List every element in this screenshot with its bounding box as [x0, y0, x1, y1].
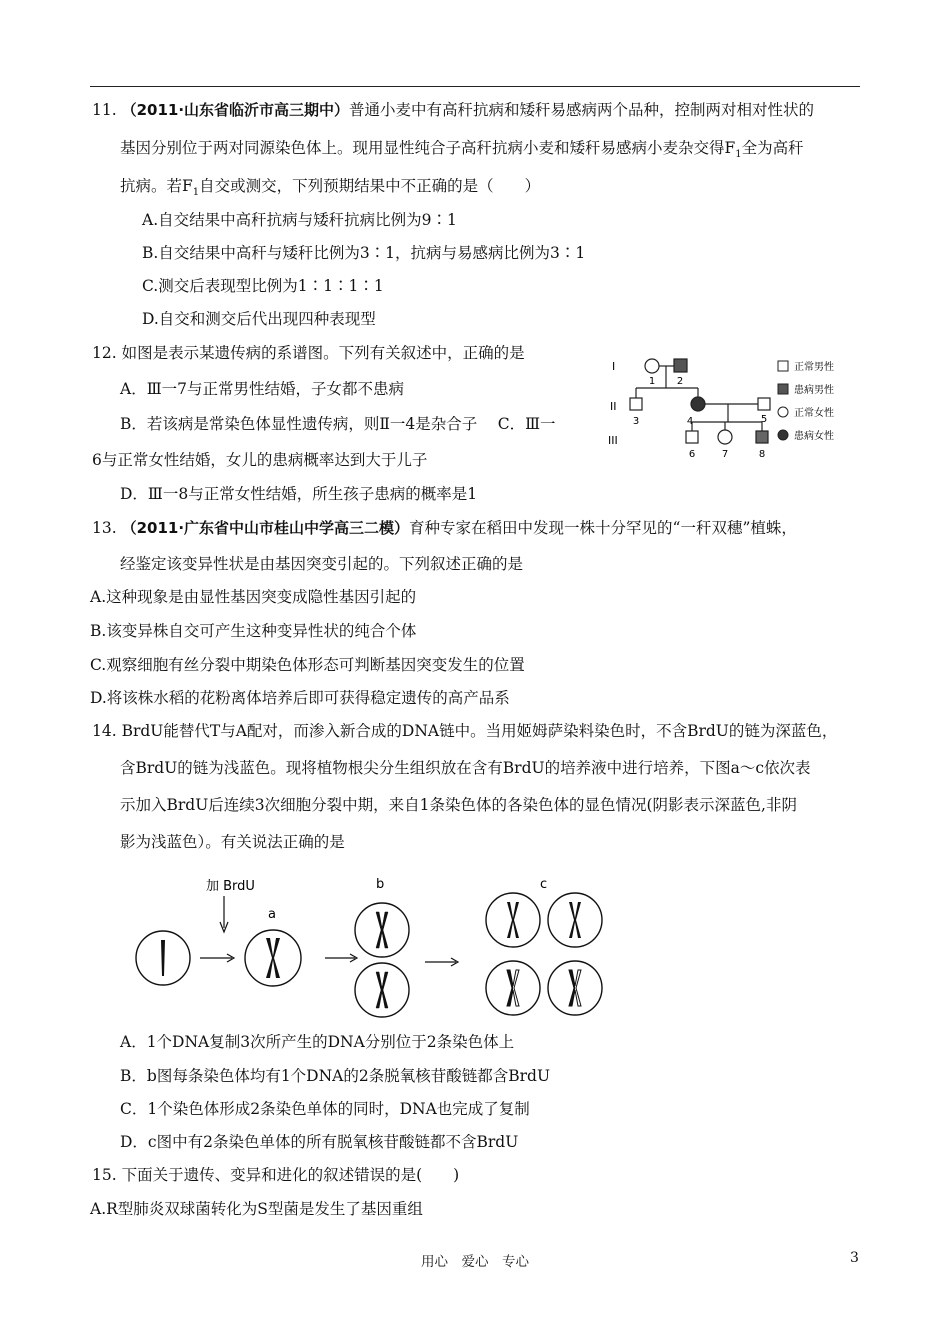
q11-text-3b: 自交或测交，下列预期结果中不正确的是（ ）: [199, 177, 541, 195]
q11-text-1: 普通小麦中有高秆抗病和矮秆易感病两个品种，控制两对相对性状的: [349, 101, 815, 119]
q11-sub-2: 1: [192, 187, 200, 199]
pedigree-chart: [600, 340, 860, 465]
add-brdu-label: 加 BrdU: [206, 879, 255, 894]
q12-stem: 12. 如图是表示某遗传病的系谱图。下列有关叙述中，正确的是: [92, 344, 525, 362]
q14-line2: 含BrdU的链为浅蓝色。现将植物根尖分生组织放在含有BrdU的培养液中进行培养，下图a～c依次表: [120, 759, 811, 777]
label-2: 2: [676, 376, 684, 387]
label-3: 3: [632, 416, 640, 427]
q13-number: 13.: [92, 519, 117, 537]
q11-text-2: 基因分别位于两对同源染色体上。现用显性纯合子高秆抗病小麦和矮秆易感病小麦杂交得F: [120, 139, 736, 157]
generation-iii-label: III: [608, 434, 618, 447]
q13-option-d: D.将该株水稻的花粉离体培养后即可获得稳定遗传的高产品系: [90, 689, 510, 707]
q14-option-b: B．b图每条染色体均有1个DNA的2条脱氧核苷酸链都含BrdU: [120, 1067, 551, 1085]
q15-option-a: A.R型肺炎双球菌转化为S型菌是发生了基因重组: [90, 1200, 423, 1218]
q11-number: 11.: [92, 101, 117, 119]
label-4: 4: [686, 416, 694, 427]
q12-option-a: A．Ⅲ一7与正常男性结婚，子女都不患病: [120, 380, 405, 398]
q11-text-3a: 抗病。若F: [120, 177, 193, 195]
label-c: c: [540, 877, 548, 892]
q11-option-d: D.自交和测交后代出现四种表现型: [142, 310, 376, 328]
brdu-division-figure: [120, 870, 620, 1030]
legend-normal-female-label: 正常女性: [794, 408, 834, 419]
label-6: 6: [688, 449, 696, 460]
q14-line3: 示加入BrdU后连续3次细胞分裂中期，来自1条染色体的各染色体的显色情况(阴影表示深蓝色,非阴: [120, 796, 797, 814]
q11-sub-1: 1: [735, 149, 742, 161]
legend-affected-male-symbol: [778, 384, 788, 394]
q12-option-b: B．若该病是常染色体显性遗传病，则Ⅱ一4是杂合子 C．Ⅲ一: [120, 415, 556, 433]
legend-normal-male-symbol: [778, 361, 788, 371]
legend-normal-female-symbol: [778, 407, 788, 417]
q14-option-d: D．c图中有2条染色单体的所有脱氧核苷酸链都不含BrdU: [120, 1133, 519, 1151]
individual-7-normal-female: [718, 430, 732, 444]
legend-affected-female-symbol: [778, 430, 788, 440]
q11-option-c: C.测交后表现型比例为1∶1∶1∶1: [142, 277, 384, 295]
q13-text-1: 育种专家在稻田中发现一株十分罕见的“一秆双穗”植蛛，: [409, 519, 797, 537]
label-7: 7: [721, 449, 729, 460]
q11-line1: [92, 100, 814, 120]
q12-option-c-cont: 6与正常女性结婚，女儿的患病概率达到大于儿子: [92, 451, 428, 469]
generation-i-label: I: [612, 360, 616, 373]
individual-1-normal-female: [645, 359, 659, 373]
q11-text-2-end: 全为高秆: [741, 139, 804, 157]
header-rule: [90, 86, 860, 87]
q11-source: （2011·山东省临沂市高三期中）: [121, 101, 350, 119]
q15-stem: 15. 下面关于遗传、变异和进化的叙述错误的是( ): [92, 1166, 460, 1184]
label-1: 1: [648, 376, 656, 387]
q13-line2: 经鉴定该变异性状是由基因突变引起的。下列叙述正确的是: [120, 555, 524, 573]
q11-option-b: B.自交结果中高秆与矮秆比例为3∶1，抗病与易感病比例为3∶1: [142, 244, 586, 262]
q13-option-a: A.这种现象是由显性基因突变成隐性基因引起的: [90, 588, 417, 606]
q13-option-b: B.该变异株自交可产生这种变异性状的纯合个体: [90, 622, 417, 640]
q11-line3: [120, 176, 540, 203]
footer-motto: 用心 爱心 专心: [421, 1254, 529, 1270]
label-8: 8: [758, 449, 766, 460]
legend-normal-male-label: 正常男性: [794, 362, 834, 373]
label-b: b: [376, 877, 385, 892]
generation-ii-label: II: [610, 400, 617, 413]
q13-source: （2011·广东省中山市桂山中学高三二模）: [121, 519, 410, 537]
individual-4-affected-female: [691, 397, 705, 411]
q13-option-c: C.观察细胞有丝分裂中期染色体形态可判断基因突变发生的位置: [90, 656, 525, 674]
q13-line1: [92, 518, 797, 538]
individual-6-normal-male: [686, 431, 698, 443]
label-a: a: [268, 907, 276, 922]
q11-option-a: A.自交结果中高秆抗病与矮秆抗病比例为9∶1: [142, 211, 457, 229]
q11-line2: [120, 138, 804, 165]
page-number: 3: [850, 1250, 859, 1266]
individual-3-normal-male: [630, 398, 642, 410]
individual-5-normal-male: [758, 398, 770, 410]
legend-affected-male-label: 患病男性: [794, 385, 834, 396]
q12-option-d: D．Ⅲ一8与正常女性结婚，所生孩子患病的概率是1: [120, 485, 478, 503]
label-5: 5: [760, 414, 768, 425]
q14-option-c: C．1个染色体形成2条染色单体的同时，DNA也完成了复制: [120, 1100, 530, 1118]
q14-option-a: A．1个DNA复制3次所产生的DNA分别位于2条染色体上: [120, 1033, 515, 1051]
legend-affected-female-label: 患病女性: [794, 431, 834, 442]
q14-line4: 影为浅蓝色）。有关说法正确的是: [120, 833, 345, 851]
individual-8-affected-male: [756, 431, 768, 443]
individual-2-affected-male: [674, 359, 687, 372]
q14-line1: 14. BrdU能替代T与A配对，而渗入新合成的DNA链中。当用姬姆萨染料染色时，不含BrdU的链为深蓝色，: [92, 722, 838, 740]
